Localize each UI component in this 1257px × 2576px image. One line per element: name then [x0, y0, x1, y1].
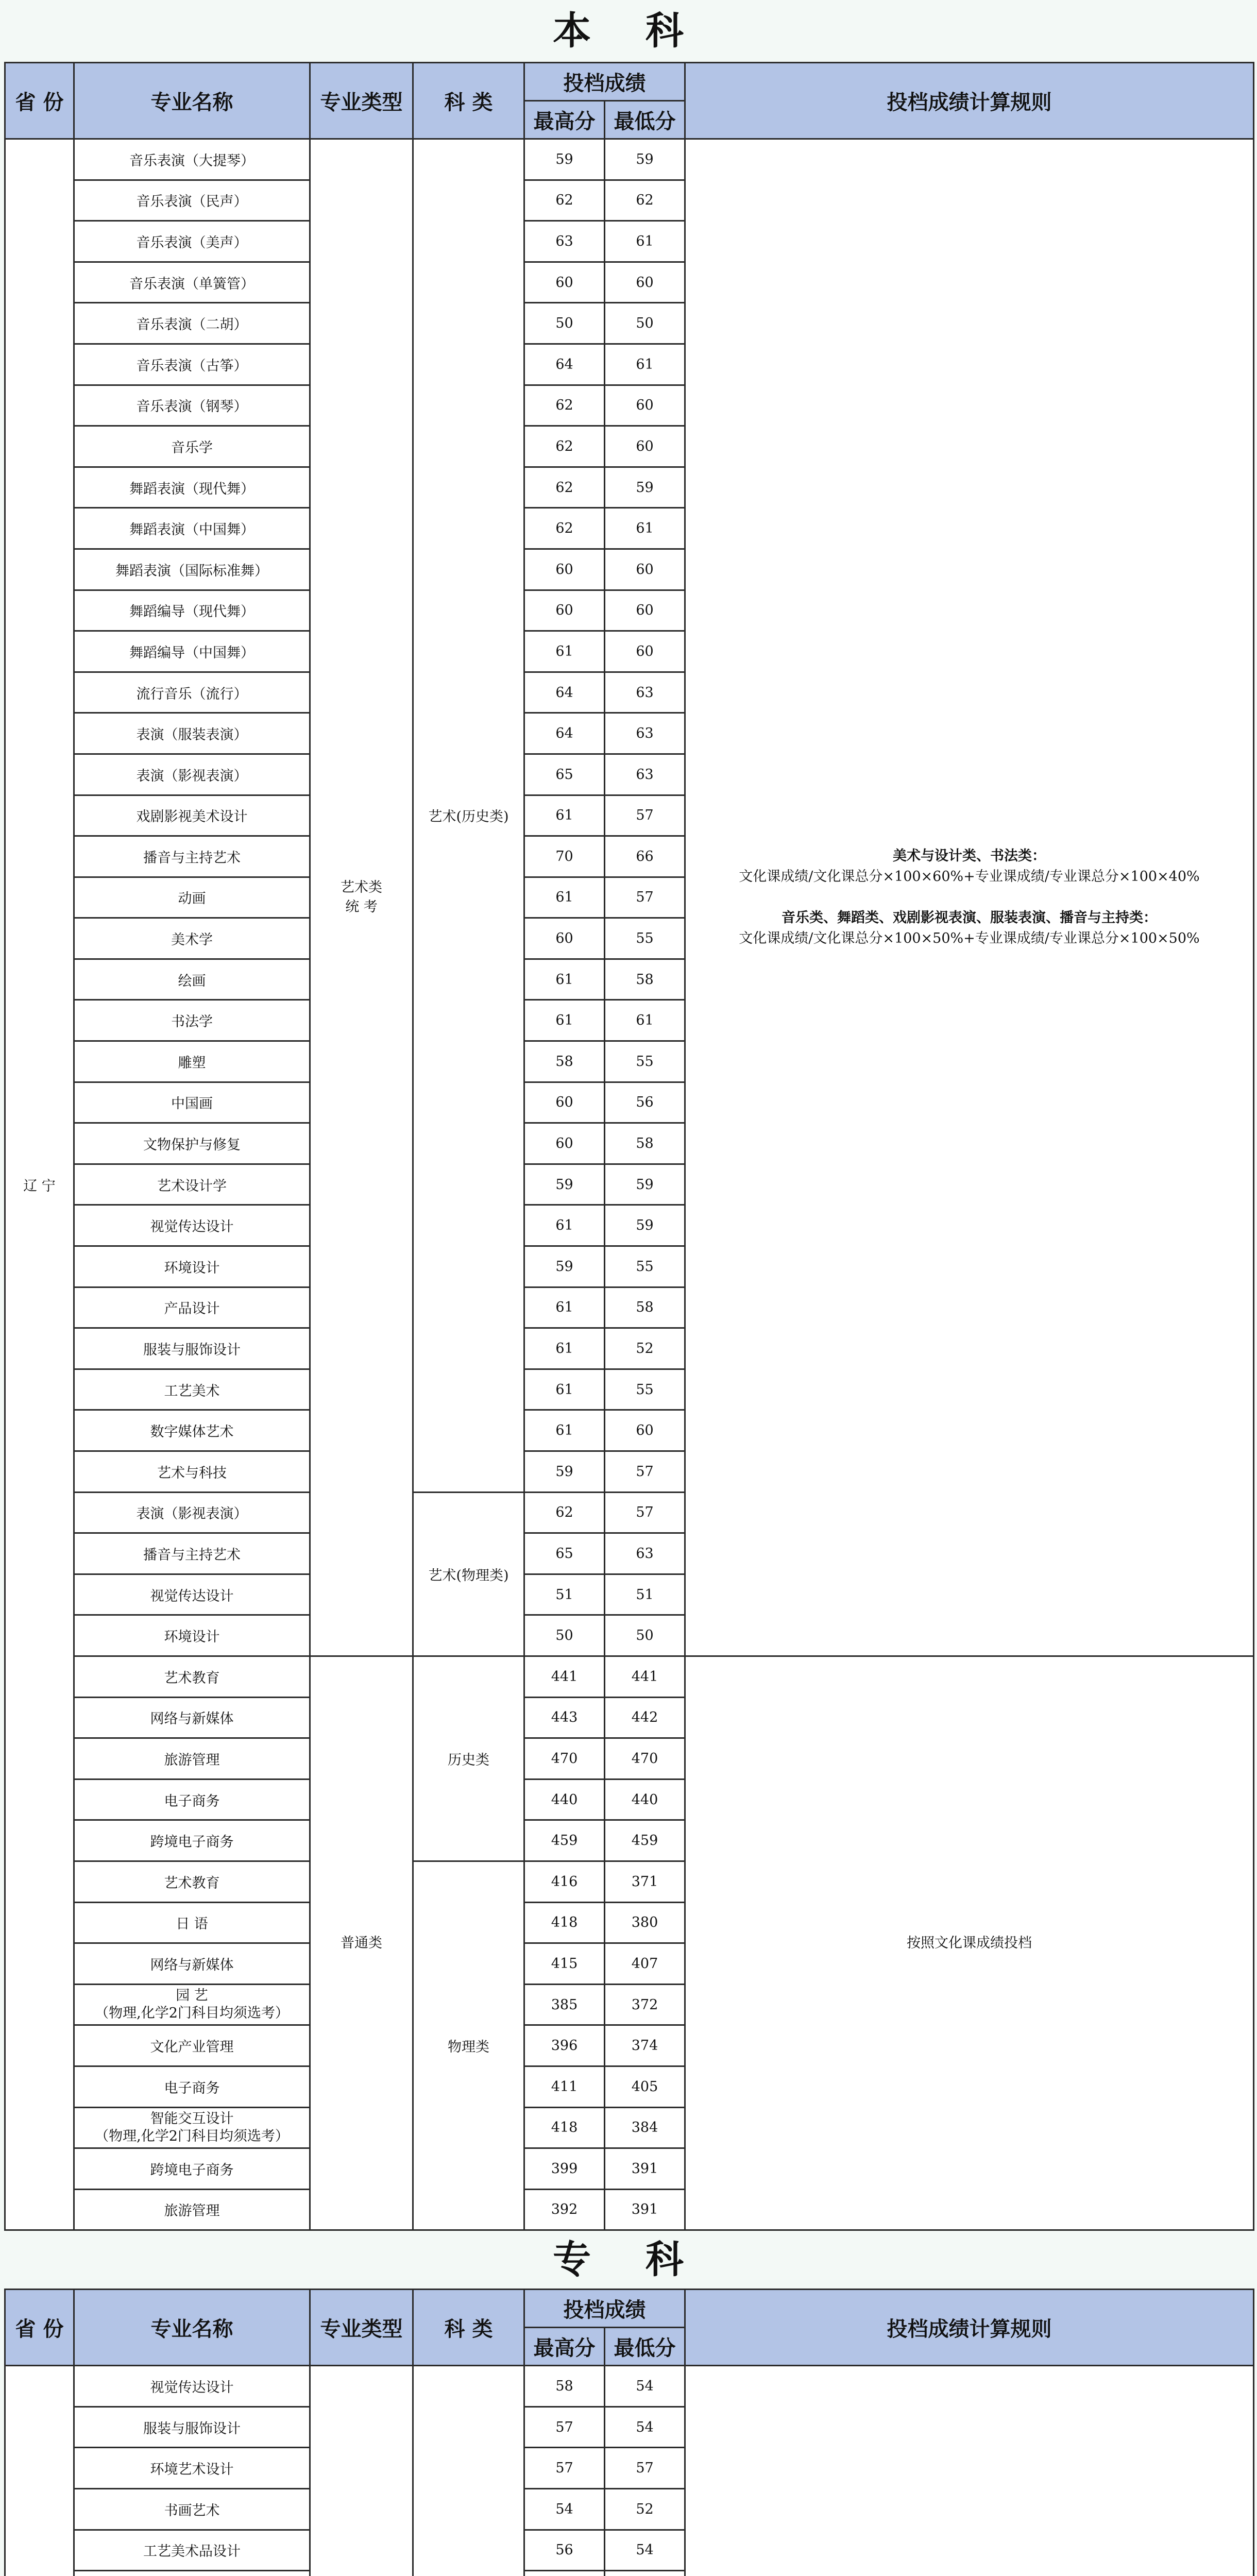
min-score-cell: 66	[605, 836, 685, 877]
major-cell: 文物保护与修复	[74, 1123, 310, 1164]
major-cell: 电子商务	[74, 2066, 310, 2107]
major-cell: 日 语	[74, 1902, 310, 1943]
rule-line: 美术与设计类、书法类：	[893, 848, 1046, 864]
min-score-cell: 60	[605, 426, 685, 467]
max-score-cell: 54	[524, 2489, 605, 2530]
header-max-score: 最高分	[524, 101, 605, 139]
max-score-cell: 396	[524, 2025, 605, 2066]
min-score-cell: 55	[605, 1041, 685, 1082]
max-score-cell: 418	[524, 1902, 605, 1943]
max-score-cell: 440	[524, 1779, 605, 1820]
major-cell: 动画	[74, 877, 310, 918]
major-cell: 工艺美术品设计	[74, 2530, 310, 2571]
major-cell: 音乐表演（单簧管）	[74, 262, 310, 303]
subject-cell: 艺术(物理类)	[413, 1492, 524, 1656]
max-score-cell: 58	[524, 1041, 605, 1082]
major-cell: 音乐表演（二胡）	[74, 303, 310, 344]
max-score-cell: 56	[524, 2530, 605, 2571]
min-score-cell: 61	[605, 344, 685, 385]
major-cell: 舞蹈编导（中国舞）	[74, 631, 310, 672]
rule-line: 文化课成绩/文化课总分×100×50%+专业课成绩/专业课总分×100×50%	[739, 930, 1200, 946]
header-subject: 科 类	[413, 63, 524, 139]
min-score-cell: 405	[605, 2066, 685, 2107]
major-cell: 跨境电子商务	[74, 2148, 310, 2190]
max-score-cell: 59	[524, 1451, 605, 1493]
min-score-cell: 58	[605, 1123, 685, 1164]
min-score-cell: 459	[605, 1820, 685, 1861]
min-score-cell: 470	[605, 1738, 685, 1780]
subject-cell: 艺术(历史类)	[413, 139, 524, 1493]
section-title: 本 科	[0, 0, 1257, 62]
min-score-cell: 60	[605, 1410, 685, 1451]
min-score-cell: 63	[605, 713, 685, 754]
min-score-cell: 51	[605, 1574, 685, 1615]
max-score-cell: 61	[524, 1328, 605, 1369]
max-score-cell: 50	[524, 1615, 605, 1656]
subject-cell: 物理类	[413, 1861, 524, 2230]
max-score-cell: 59	[524, 1164, 605, 1205]
min-score-cell: 441	[605, 1656, 685, 1697]
header-major: 专业名称	[74, 63, 310, 139]
min-score-cell: 391	[605, 2148, 685, 2190]
major-cell: 服装与服饰设计	[74, 1328, 310, 1369]
min-score-cell: 380	[605, 1902, 685, 1943]
min-score-cell: 62	[605, 180, 685, 221]
major-type-cell: 艺术类 统 考	[310, 139, 413, 1656]
major-cell: 跨境电子商务	[74, 1820, 310, 1861]
max-score-cell: 61	[524, 1287, 605, 1328]
min-score-cell: 60	[605, 385, 685, 426]
min-score-cell: 374	[605, 2025, 685, 2066]
min-score-cell: 57	[605, 795, 685, 836]
max-score-cell: 470	[524, 1738, 605, 1780]
min-score-cell: 59	[605, 467, 685, 508]
header-subject: 科 类	[413, 2290, 524, 2366]
max-score-cell: 416	[524, 1861, 605, 1902]
major-cell: 流行音乐（流行）	[74, 672, 310, 713]
min-score-cell: 442	[605, 1697, 685, 1738]
min-score-cell: 57	[605, 1492, 685, 1533]
min-score-cell: 63	[605, 672, 685, 713]
max-score-cell: 441	[524, 1656, 605, 1697]
max-score-cell: 62	[524, 180, 605, 221]
score-table	[4, 62, 1254, 2231]
max-score-cell: 62	[524, 1492, 605, 1533]
max-score-cell: 64	[524, 344, 605, 385]
max-score-cell: 61	[524, 631, 605, 672]
header-row	[5, 63, 1254, 101]
major-cell: 艺术教育	[74, 1656, 310, 1697]
major-cell: 服装与服饰设计	[74, 2406, 310, 2448]
min-score-cell	[605, 2571, 685, 2576]
min-score-cell: 59	[605, 1164, 685, 1205]
max-score-cell: 63	[524, 221, 605, 262]
major-cell: 绘画	[74, 959, 310, 1000]
max-score-cell: 60	[524, 262, 605, 303]
major-cell: 舞蹈表演（国际标准舞）	[74, 549, 310, 590]
min-score-cell: 54	[605, 2366, 685, 2407]
max-score-cell: 459	[524, 1820, 605, 1861]
min-score-cell: 60	[605, 262, 685, 303]
max-score-cell: 62	[524, 508, 605, 549]
header-rule: 投档成绩计算规则	[685, 63, 1254, 139]
max-score-cell: 59	[524, 1246, 605, 1287]
major-cell: 旅游管理	[74, 2189, 310, 2230]
min-score-cell: 54	[605, 2406, 685, 2448]
major-cell: 舞蹈编导（现代舞）	[74, 590, 310, 631]
min-score-cell: 55	[605, 1246, 685, 1287]
major-cell: 音乐表演（大提琴）	[74, 139, 310, 180]
min-score-cell: 58	[605, 1287, 685, 1328]
min-score-cell: 52	[605, 2489, 685, 2530]
major-cell: 戏剧影视美术设计	[74, 795, 310, 836]
min-score-cell: 61	[605, 1000, 685, 1041]
min-score-cell: 440	[605, 1779, 685, 1820]
min-score-cell: 391	[605, 2189, 685, 2230]
major-cell: 播音与主持艺术	[74, 836, 310, 877]
major-cell	[74, 2571, 310, 2576]
max-score-cell: 65	[524, 754, 605, 795]
max-score-cell: 58	[524, 2366, 605, 2407]
min-score-cell: 58	[605, 959, 685, 1000]
max-score-cell: 61	[524, 795, 605, 836]
max-score-cell: 61	[524, 959, 605, 1000]
major-cell: 表演（影视表演）	[74, 1492, 310, 1533]
max-score-cell: 64	[524, 713, 605, 754]
major-cell: 音乐学	[74, 426, 310, 467]
rule-cell	[685, 2366, 1254, 2576]
max-score-cell: 61	[524, 877, 605, 918]
section-junior-college	[0, 2231, 1257, 2576]
major-cell: 表演（服装表演）	[74, 713, 310, 754]
major-cell: 美术学	[74, 918, 310, 959]
major-cell: 音乐表演（民声）	[74, 180, 310, 221]
header-score-group: 投档成绩	[524, 2290, 685, 2328]
major-cell: 智能交互设计 （物理,化学2门科目均须选考）	[74, 2107, 310, 2148]
max-score-cell: 64	[524, 672, 605, 713]
header-min-score: 最低分	[605, 101, 685, 139]
major-cell: 环境设计	[74, 1615, 310, 1656]
major-cell: 音乐表演（古筝）	[74, 344, 310, 385]
header-score-group: 投档成绩	[524, 63, 685, 101]
max-score-cell: 385	[524, 1984, 605, 2025]
section-title: 专 科	[0, 2231, 1257, 2289]
rule-line: 按照文化课成绩投档	[907, 1935, 1032, 1951]
max-score-cell: 61	[524, 1205, 605, 1246]
major-cell: 雕塑	[74, 1041, 310, 1082]
max-score-cell: 399	[524, 2148, 605, 2190]
score-table	[4, 2289, 1254, 2576]
major-cell: 播音与主持艺术	[74, 1533, 310, 1574]
min-score-cell: 372	[605, 1984, 685, 2025]
max-score-cell: 60	[524, 549, 605, 590]
rule-line: 文化课成绩/文化课总分×100×60%+专业课成绩/专业课总分×100×40%	[739, 868, 1200, 885]
min-score-cell: 57	[605, 877, 685, 918]
max-score-cell: 62	[524, 385, 605, 426]
subject-cell: 历史类	[413, 1656, 524, 1861]
min-score-cell: 371	[605, 1861, 685, 1902]
major-cell: 视觉传达设计	[74, 1205, 310, 1246]
max-score-cell: 415	[524, 1943, 605, 1985]
max-score-cell: 62	[524, 467, 605, 508]
header-rule: 投档成绩计算规则	[685, 2290, 1254, 2366]
header-row	[5, 2290, 1254, 2328]
min-score-cell: 57	[605, 2448, 685, 2489]
min-score-cell: 63	[605, 1533, 685, 1574]
min-score-cell: 384	[605, 2107, 685, 2148]
min-score-cell: 56	[605, 1082, 685, 1123]
major-cell: 视觉传达设计	[74, 2366, 310, 2407]
min-score-cell: 55	[605, 1369, 685, 1410]
major-cell: 环境设计	[74, 1246, 310, 1287]
major-cell: 舞蹈表演（现代舞）	[74, 467, 310, 508]
major-cell: 园 艺 （物理,化学2门科目均须选考）	[74, 1984, 310, 2025]
header-min-score: 最低分	[605, 2328, 685, 2366]
min-score-cell: 63	[605, 754, 685, 795]
major-cell: 中国画	[74, 1082, 310, 1123]
major-type-cell	[310, 2366, 413, 2576]
min-score-cell: 54	[605, 2530, 685, 2571]
major-cell: 旅游管理	[74, 1738, 310, 1780]
min-score-cell: 60	[605, 590, 685, 631]
min-score-cell: 61	[605, 221, 685, 262]
subject-cell	[413, 2366, 524, 2576]
rule-cell	[685, 139, 1254, 1656]
min-score-cell: 50	[605, 1615, 685, 1656]
min-score-cell: 59	[605, 1205, 685, 1246]
major-cell: 工艺美术	[74, 1369, 310, 1410]
header-province: 省 份	[5, 2290, 74, 2366]
max-score-cell: 62	[524, 426, 605, 467]
max-score-cell: 60	[524, 1082, 605, 1123]
header-type: 专业类型	[310, 63, 413, 139]
max-score-cell: 61	[524, 1410, 605, 1451]
max-score-cell: 70	[524, 836, 605, 877]
min-score-cell: 52	[605, 1328, 685, 1369]
max-score-cell: 60	[524, 1123, 605, 1164]
major-cell: 网络与新媒体	[74, 1697, 310, 1738]
major-cell: 数字媒体艺术	[74, 1410, 310, 1451]
header-province: 省 份	[5, 63, 74, 139]
major-cell: 音乐表演（美声）	[74, 221, 310, 262]
max-score-cell: 57	[524, 2406, 605, 2448]
max-score-cell: 61	[524, 1000, 605, 1041]
header-major: 专业名称	[74, 2290, 310, 2366]
major-cell: 文化产业管理	[74, 2025, 310, 2066]
max-score-cell: 411	[524, 2066, 605, 2107]
major-cell: 艺术教育	[74, 1861, 310, 1902]
min-score-cell: 61	[605, 508, 685, 549]
max-score-cell: 418	[524, 2107, 605, 2148]
rule-line: 音乐类、舞蹈类、戏剧影视表演、服装表演、播音与主持类：	[782, 909, 1157, 926]
major-cell: 书画艺术	[74, 2489, 310, 2530]
header-max-score: 最高分	[524, 2328, 605, 2366]
max-score-cell: 443	[524, 1697, 605, 1738]
max-score-cell: 60	[524, 590, 605, 631]
table-row	[5, 1656, 1254, 1697]
min-score-cell: 57	[605, 1451, 685, 1493]
province-cell: 辽 宁	[5, 139, 74, 2230]
major-cell: 网络与新媒体	[74, 1943, 310, 1985]
max-score-cell: 59	[524, 139, 605, 180]
table-row	[5, 139, 1254, 180]
rule-gap	[686, 887, 1253, 908]
max-score-cell: 60	[524, 918, 605, 959]
min-score-cell: 60	[605, 631, 685, 672]
major-cell: 艺术设计学	[74, 1164, 310, 1205]
min-score-cell: 60	[605, 549, 685, 590]
major-type-cell: 普通类	[310, 1656, 413, 2230]
min-score-cell: 55	[605, 918, 685, 959]
max-score-cell: 50	[524, 303, 605, 344]
min-score-cell: 407	[605, 1943, 685, 1985]
major-cell: 书法学	[74, 1000, 310, 1041]
major-cell: 视觉传达设计	[74, 1574, 310, 1615]
min-score-cell: 59	[605, 139, 685, 180]
max-score-cell: 61	[524, 1369, 605, 1410]
province-cell	[5, 2366, 74, 2576]
major-cell: 舞蹈表演（中国舞）	[74, 508, 310, 549]
max-score-cell: 392	[524, 2189, 605, 2230]
major-cell: 电子商务	[74, 1779, 310, 1820]
header-type: 专业类型	[310, 2290, 413, 2366]
major-cell: 艺术与科技	[74, 1451, 310, 1493]
max-score-cell: 57	[524, 2448, 605, 2489]
table-row	[5, 2366, 1254, 2407]
max-score-cell: 65	[524, 1533, 605, 1574]
major-cell: 产品设计	[74, 1287, 310, 1328]
max-score-cell	[524, 2571, 605, 2576]
rule-cell	[685, 1656, 1254, 2230]
major-cell: 环境艺术设计	[74, 2448, 310, 2489]
max-score-cell: 51	[524, 1574, 605, 1615]
min-score-cell: 50	[605, 303, 685, 344]
major-cell: 表演（影视表演）	[74, 754, 310, 795]
major-cell: 音乐表演（钢琴）	[74, 385, 310, 426]
